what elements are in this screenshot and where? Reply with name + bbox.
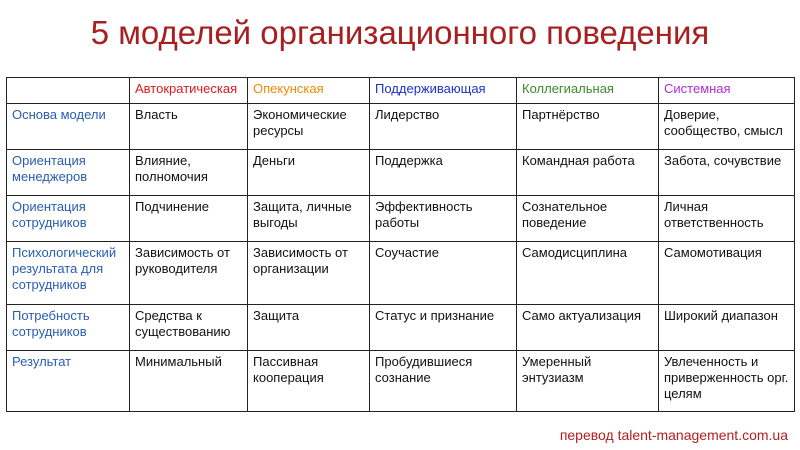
table-cell: Статус и признание [370, 305, 517, 351]
page-title: 5 моделей организационного поведения [90, 14, 710, 51]
table-cell: Широкий диапазон [659, 305, 795, 351]
header-systemic: Системная [659, 78, 795, 104]
table-cell: Защита, личные выгоды [248, 196, 370, 242]
table-cell: Партнёрство [517, 104, 659, 150]
table-cell: Лидерство [370, 104, 517, 150]
table-cell: Соучастие [370, 242, 517, 305]
table-row [7, 305, 795, 351]
table-cell: Увлеченность и приверженность орг. целям [659, 351, 795, 412]
row-label: Психологический результата для сотрудников [7, 242, 130, 305]
header-supportive: Поддерживающая [370, 78, 517, 104]
header-autocratic: Автократическая [130, 78, 248, 104]
table-cell: Зависимость от организации [248, 242, 370, 305]
table-cell: Пробудившиеся сознание [370, 351, 517, 412]
table-cell: Пассивная кооперация [248, 351, 370, 412]
table-header-row [7, 78, 795, 104]
table-cell: Средства к существованию [130, 305, 248, 351]
table-cell: Доверие, сообщество, смысл [659, 104, 795, 150]
row-label: Результат [7, 351, 130, 412]
translation-credit: перевод talent-management.com.ua [559, 427, 788, 443]
table-row [7, 351, 795, 412]
row-label: Основа модели [7, 104, 130, 150]
table-cell: Зависимость от руководителя [130, 242, 248, 305]
table-cell: Умеренный энтузиазм [517, 351, 659, 412]
table-cell: Эффективность работы [370, 196, 517, 242]
table-row [7, 150, 795, 196]
table-cell: Забота, сочувствие [659, 150, 795, 196]
table-cell: Влияние, полномочия [130, 150, 248, 196]
header-custodial: Опекунская [248, 78, 370, 104]
table-cell: Поддержка [370, 150, 517, 196]
table-cell: Самомотивация [659, 242, 795, 305]
table-cell: Само актуализация [517, 305, 659, 351]
header-collegial: Коллегиальная [517, 78, 659, 104]
table-row [7, 242, 795, 305]
table-cell: Подчинение [130, 196, 248, 242]
table-cell: Власть [130, 104, 248, 150]
table-cell: Минимальный [130, 351, 248, 412]
table-cell: Личная ответственность [659, 196, 795, 242]
table-cell: Самодисциплина [517, 242, 659, 305]
header-corner [7, 78, 130, 104]
row-label: Ориентация менеджеров [7, 150, 130, 196]
table-cell: Командная работа [517, 150, 659, 196]
table-cell: Деньги [248, 150, 370, 196]
table-row [7, 196, 795, 242]
table-cell: Экономические ресурсы [248, 104, 370, 150]
table-cell: Сознательное поведение [517, 196, 659, 242]
table-cell: Защита [248, 305, 370, 351]
table-row [7, 104, 795, 150]
row-label: Потребность сотрудников [7, 305, 130, 351]
row-label: Ориентация сотрудников [7, 196, 130, 242]
models-table [6, 77, 795, 412]
